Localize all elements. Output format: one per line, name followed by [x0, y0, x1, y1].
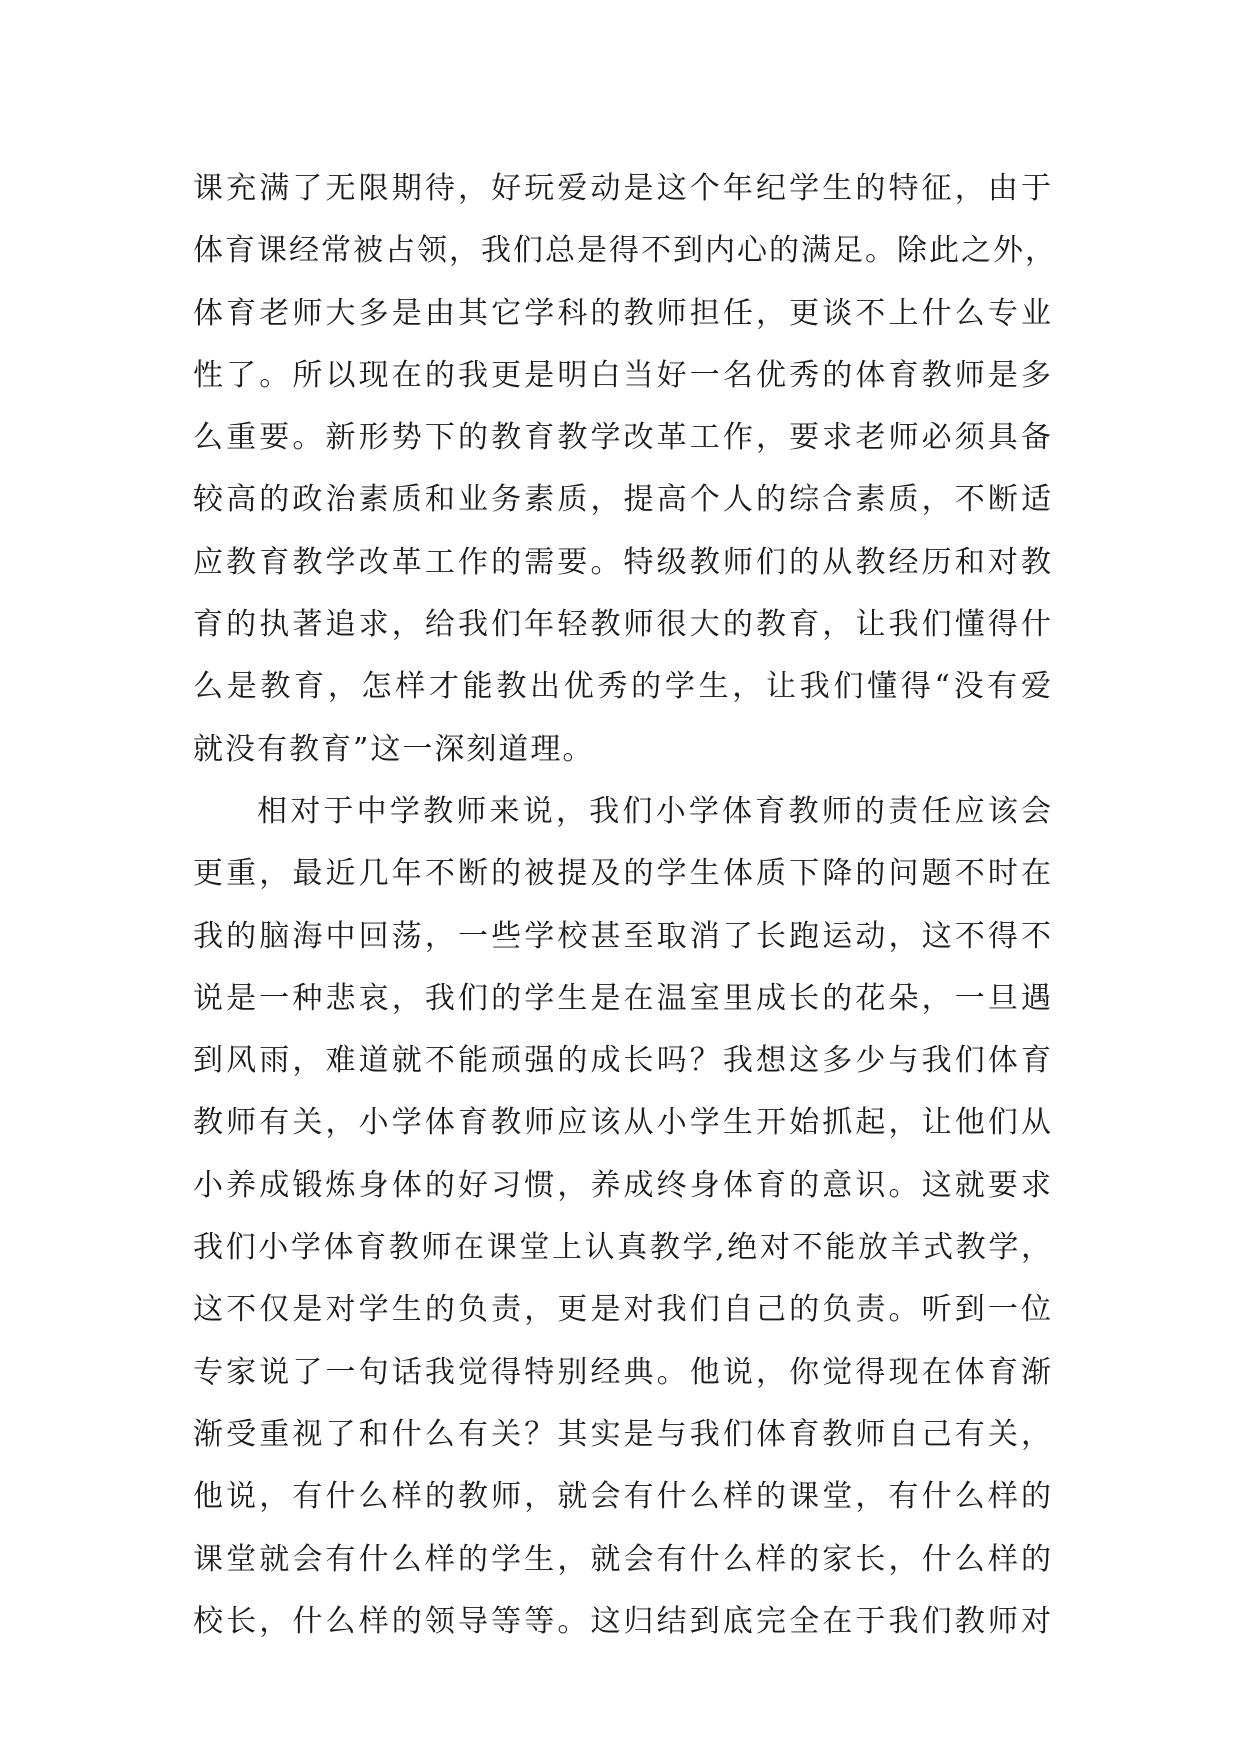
text-line: 他说，有什么样的教师，就会有什么样的课堂，有什么样的 — [193, 1479, 1053, 1515]
text-line: 渐受重视了和什么有关？其实是与我们体育教师自己有关， — [193, 1416, 1053, 1452]
text-line: 体育课经常被占领，我们总是得不到内心的满足。除此之外， — [193, 233, 1057, 269]
text-line: 我的脑海中回荡，一些学校甚至取消了长跑运动，这不得不 — [193, 918, 1053, 954]
text-line: 小养成锻炼身体的好习惯，养成终身体育的意识。这就要求 — [193, 1167, 1053, 1203]
text-line: 我们小学体育教师在课堂上认真教学,绝对不能放羊式教学， — [193, 1230, 1053, 1266]
text-line: 课充满了无限期待，好玩爱动是这个年纪学生的特征，由于 — [193, 171, 1053, 206]
text-line: 相对于中学教师来说，我们小学体育教师的责任应该会 — [257, 793, 1053, 829]
text-line: 应教育教学改革工作的需要。特级教师们的从教经历和对教 — [193, 544, 1053, 580]
text-line: 这不仅是对学生的负责，更是对我们自己的负责。听到一位 — [193, 1292, 1053, 1328]
text-line: 到风雨，难道就不能顽强的成长吗？我想这多少与我们体育 — [193, 1043, 1053, 1079]
text-line: 体育老师大多是由其它学科的教师担任，更谈不上什么专业 — [193, 295, 1053, 331]
text-line: 说是一种悲哀，我们的学生是在温室里成长的花朵，一旦遇 — [193, 980, 1053, 1016]
text-line: 育的执著追求，给我们年轻教师很大的教育，让我们懂得什 — [193, 607, 1053, 643]
paragraph-1 — [193, 158, 1057, 781]
text-line: 专家说了一句话我觉得特别经典。他说，你觉得现在体育渐 — [193, 1354, 1053, 1390]
text-line: 课堂就会有什么样的学生，就会有什么样的家长，什么样的 — [193, 1541, 1053, 1577]
text-line: 么是教育，怎样才能教出优秀的学生，让我们懂得“没有爱 — [193, 669, 1053, 705]
text-line: 校长，什么样的领导等等。这归结到底完全在于我们教师对 — [193, 1603, 1053, 1639]
text-line: 较高的政治素质和业务素质，提高个人的综合素质，不断适 — [193, 482, 1053, 518]
text-line: 么重要。新形势下的教育教学改革工作，要求老师必须具备 — [193, 420, 1053, 456]
text-line: 更重，最近几年不断的被提及的学生体质下降的问题不时在 — [193, 856, 1053, 892]
body-text — [193, 158, 1057, 1653]
paragraph-2 — [193, 781, 1053, 1653]
text-line: 教师有关，小学体育教师应该从小学生开始抓起，让他们从 — [193, 1105, 1053, 1141]
text-line: 就没有教育”这一深刻道理。 — [193, 731, 595, 767]
text-line: 性了。所以现在的我更是明白当好一名优秀的体育教师是多 — [193, 357, 1053, 393]
